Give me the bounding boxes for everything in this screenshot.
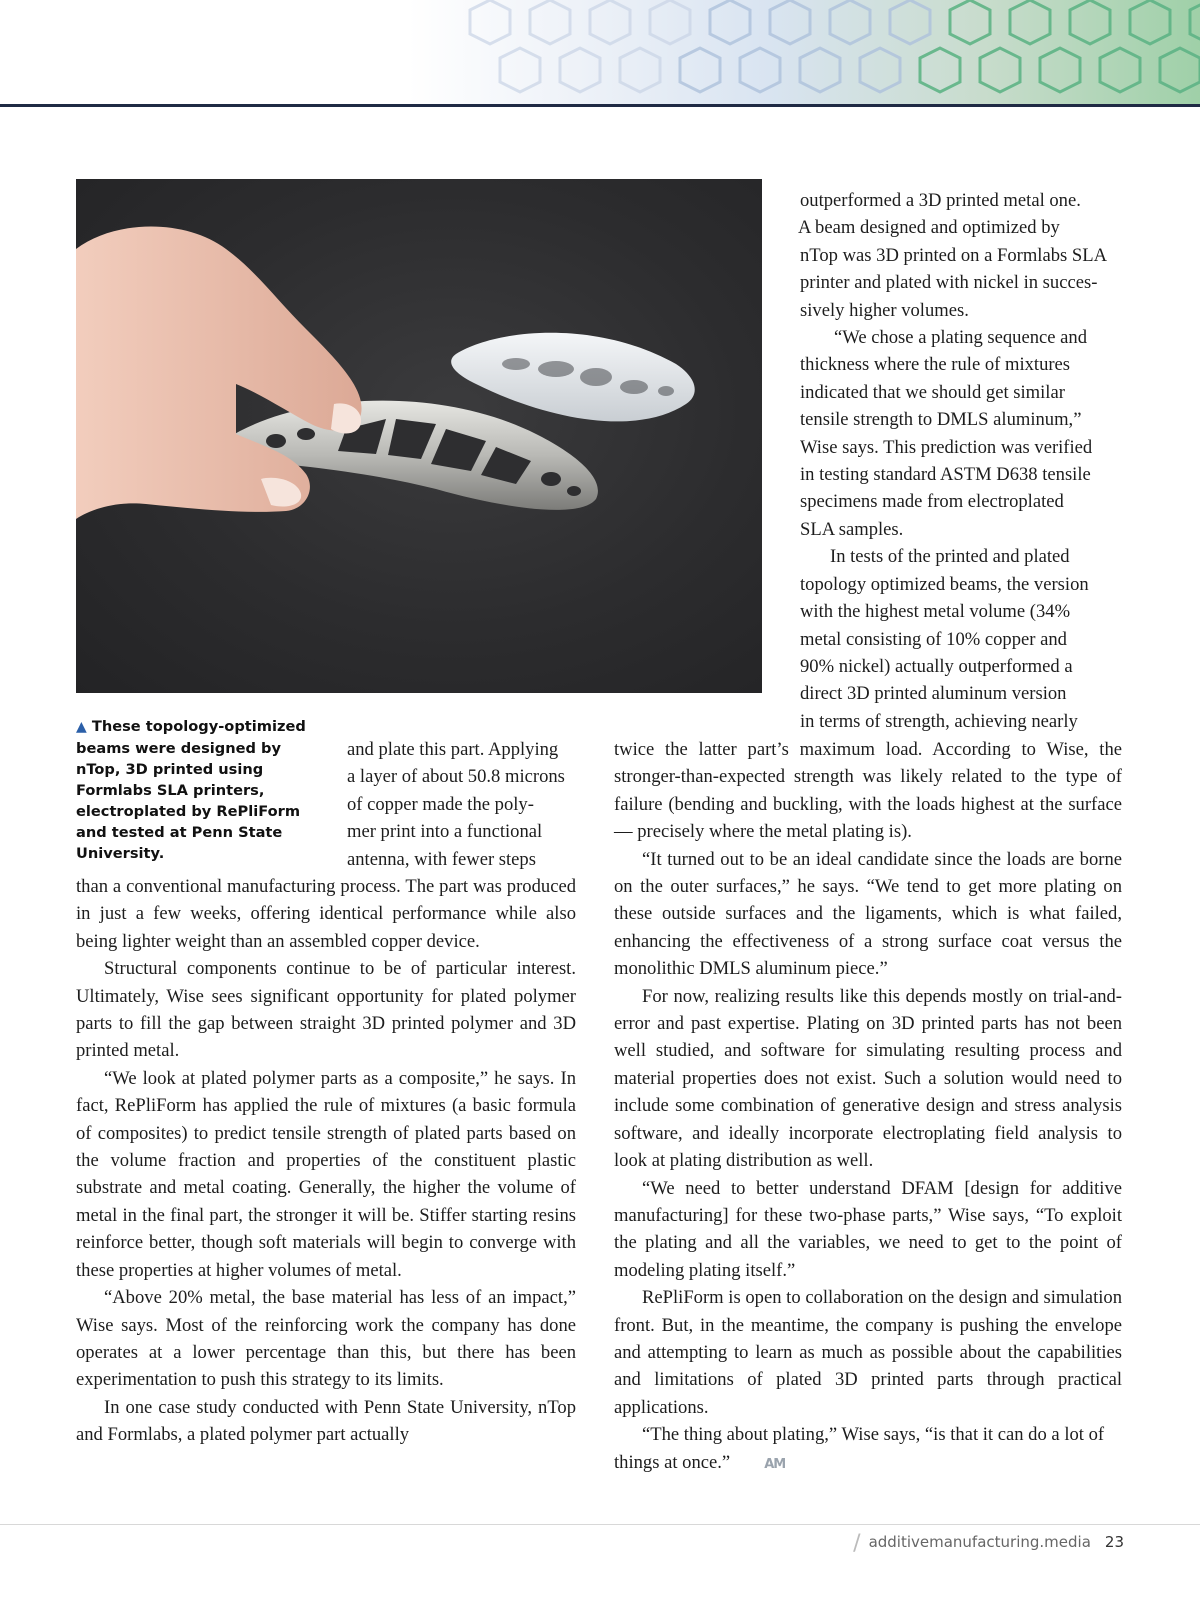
left-paragraph: than a conventional manufacturing process. The part was produced in just a few weeks, offering identical performance while also being lighter weight than an assembled copper device. — [76, 876, 576, 952]
left-mid-line: and plate this part. Applying — [347, 739, 559, 760]
right-paragraph: “It turned out to be an ideal candidate since the loads are borne on the outer surfaces,” he says. “We tend to get more plating on these outside surfaces and the ligaments, which is what failed, enhancing the effectiveness of a strong surface coat versus the monolithic DMLS aluminum piece.” — [614, 848, 1122, 980]
right-top-line: “We chose a plating sequence and — [834, 327, 1088, 349]
right-paragraph: For now, realizing results like this depends mostly on trial-and-error and past expertise. Plating on 3D printed parts has not been well studied, and software for simulating resulting process and material properties does not exist. Such a solution would need to include some combination of generative design and stress analysis software, and ideally incorporate electroplating field analysis to look at plating distribution as well. — [614, 985, 1122, 1172]
left-paragraph: Structural components continue to be of particular interest. Ultimately, Wise sees significant opportunity for plated polymer parts to fill the gap between straight 3D printed polymer and 3D printed metal. — [76, 958, 576, 1062]
right-top-line: thickness where the rule of mixtures — [800, 354, 1071, 376]
page-footer — [853, 1531, 1124, 1556]
article-photo — [76, 179, 762, 693]
resin-beam-icon — [451, 333, 695, 422]
footer-site[interactable]: additivemanufacturing.media — [868, 1533, 1091, 1551]
left-mid-line: of copper made the poly- — [347, 793, 534, 815]
header-rule — [0, 104, 1200, 107]
hexagon-pattern-icon — [0, 0, 1200, 104]
left-paragraph: In one case study conducted with Penn State University, nTop and Formlabs, a plated polymer part actually — [76, 1396, 576, 1446]
left-paragraph: “We look at plated polymer parts as a composite,” he says. In fact, RePliForm has applied the rule of mixtures (a basic formula of composites) to predict tensile strength of plated parts based on the volume fraction and properties of the constituent plastic substrate and metal coating. Generally, the higher the volume of metal in the final part, the stronger it will be. Stiffer starting resins reinforce better, though soft materials will begin to converge with these properties at higher volumes of metal. — [76, 1067, 576, 1281]
right-column — [614, 736, 1122, 1478]
right-top-line: sively higher volumes. — [800, 299, 969, 321]
right-top-column — [800, 187, 1130, 735]
left-mid-line: a layer of about 50.8 microns — [347, 766, 565, 788]
left-paragraph: “Above 20% metal, the base material has less of an impact,” Wise says. Most of the reinforcing work the company has done operates at a lower percentage than this, but there has been experimentation to push this strategy to its limits. — [76, 1287, 576, 1391]
right-top-line: A beam designed and optimized by — [798, 217, 1060, 239]
left-mid-line: mer print into a functional — [347, 821, 543, 843]
right-paragraph: “The thing about plating,” Wise says, “is that it can do a lot of things at once.” — [614, 1424, 1105, 1473]
right-top-line: specimens made from electroplated — [800, 491, 1064, 513]
right-top-line: nTop was 3D printed on a Formlabs SLA — [800, 244, 1108, 266]
right-top-line: metal consisting of 10% copper and — [800, 628, 1067, 650]
right-top-line: In tests of the printed and plated — [830, 546, 1070, 568]
hand-icon — [76, 227, 362, 520]
left-mid-column — [347, 736, 597, 873]
am-end-mark-icon: AM — [764, 1456, 786, 1472]
right-paragraph-last — [614, 1421, 1122, 1478]
left-column — [76, 873, 576, 1449]
right-top-line: in testing standard ASTM D638 tensile — [800, 464, 1091, 486]
right-top-line: outperformed a 3D printed metal one. — [800, 190, 1081, 211]
right-top-line: indicated that we should get similar — [800, 381, 1065, 403]
right-top-line: direct 3D printed aluminum version — [800, 683, 1067, 705]
header-hex-band — [0, 0, 1200, 104]
left-mid-line: antenna, with fewer steps — [347, 848, 536, 870]
page-number: 23 — [1104, 1533, 1124, 1551]
caption-marker-icon: ▲ — [76, 719, 87, 735]
right-paragraph: twice the latter part’s maximum load. According to Wise, the stronger-than-expected strength was likely related to the type of failure (bending and buckling, with the loads highest at the surface — precisely where the metal plating is). — [614, 739, 1122, 843]
right-paragraph: “We need to better understand DFAM [design for additive manufacturing] for these two-phase parts,” Wise says, “To exploit the plating and all the variables, we need to get to the point of modeling plating itself.” — [614, 1177, 1122, 1281]
right-top-line: tensile strength to DMLS aluminum,” — [800, 409, 1082, 431]
right-top-line: SLA samples. — [800, 518, 904, 540]
right-top-line: topology optimized beams, the version — [800, 573, 1089, 595]
right-paragraph: RePliForm is open to collaboration on the design and simulation front. But, in the meantime, the company is pushing the envelope and attempting to learn as much as possible about the capabilities and limitations of plated 3D printed parts through practical applications. — [614, 1287, 1122, 1418]
right-top-line: 90% nickel) actually outperformed a — [800, 655, 1073, 677]
slash-divider-icon: / — [853, 1531, 861, 1556]
footer-rule — [0, 1524, 1200, 1525]
photo-caption — [76, 716, 326, 864]
right-top-line: with the highest metal volume (34% — [800, 601, 1071, 623]
right-top-line: Wise says. This prediction was verified — [800, 436, 1093, 458]
caption-text: These topology-optimized beams were designed by nTop, 3D printed using Formlabs SLA printers, electroplated by RePliForm and tested at Penn State University. — [76, 718, 306, 862]
photo-icon — [76, 179, 762, 693]
right-top-line: printer and plated with nickel in succes- — [800, 272, 1098, 294]
right-top-line: in terms of strength, achieving nearly — [800, 710, 1078, 732]
